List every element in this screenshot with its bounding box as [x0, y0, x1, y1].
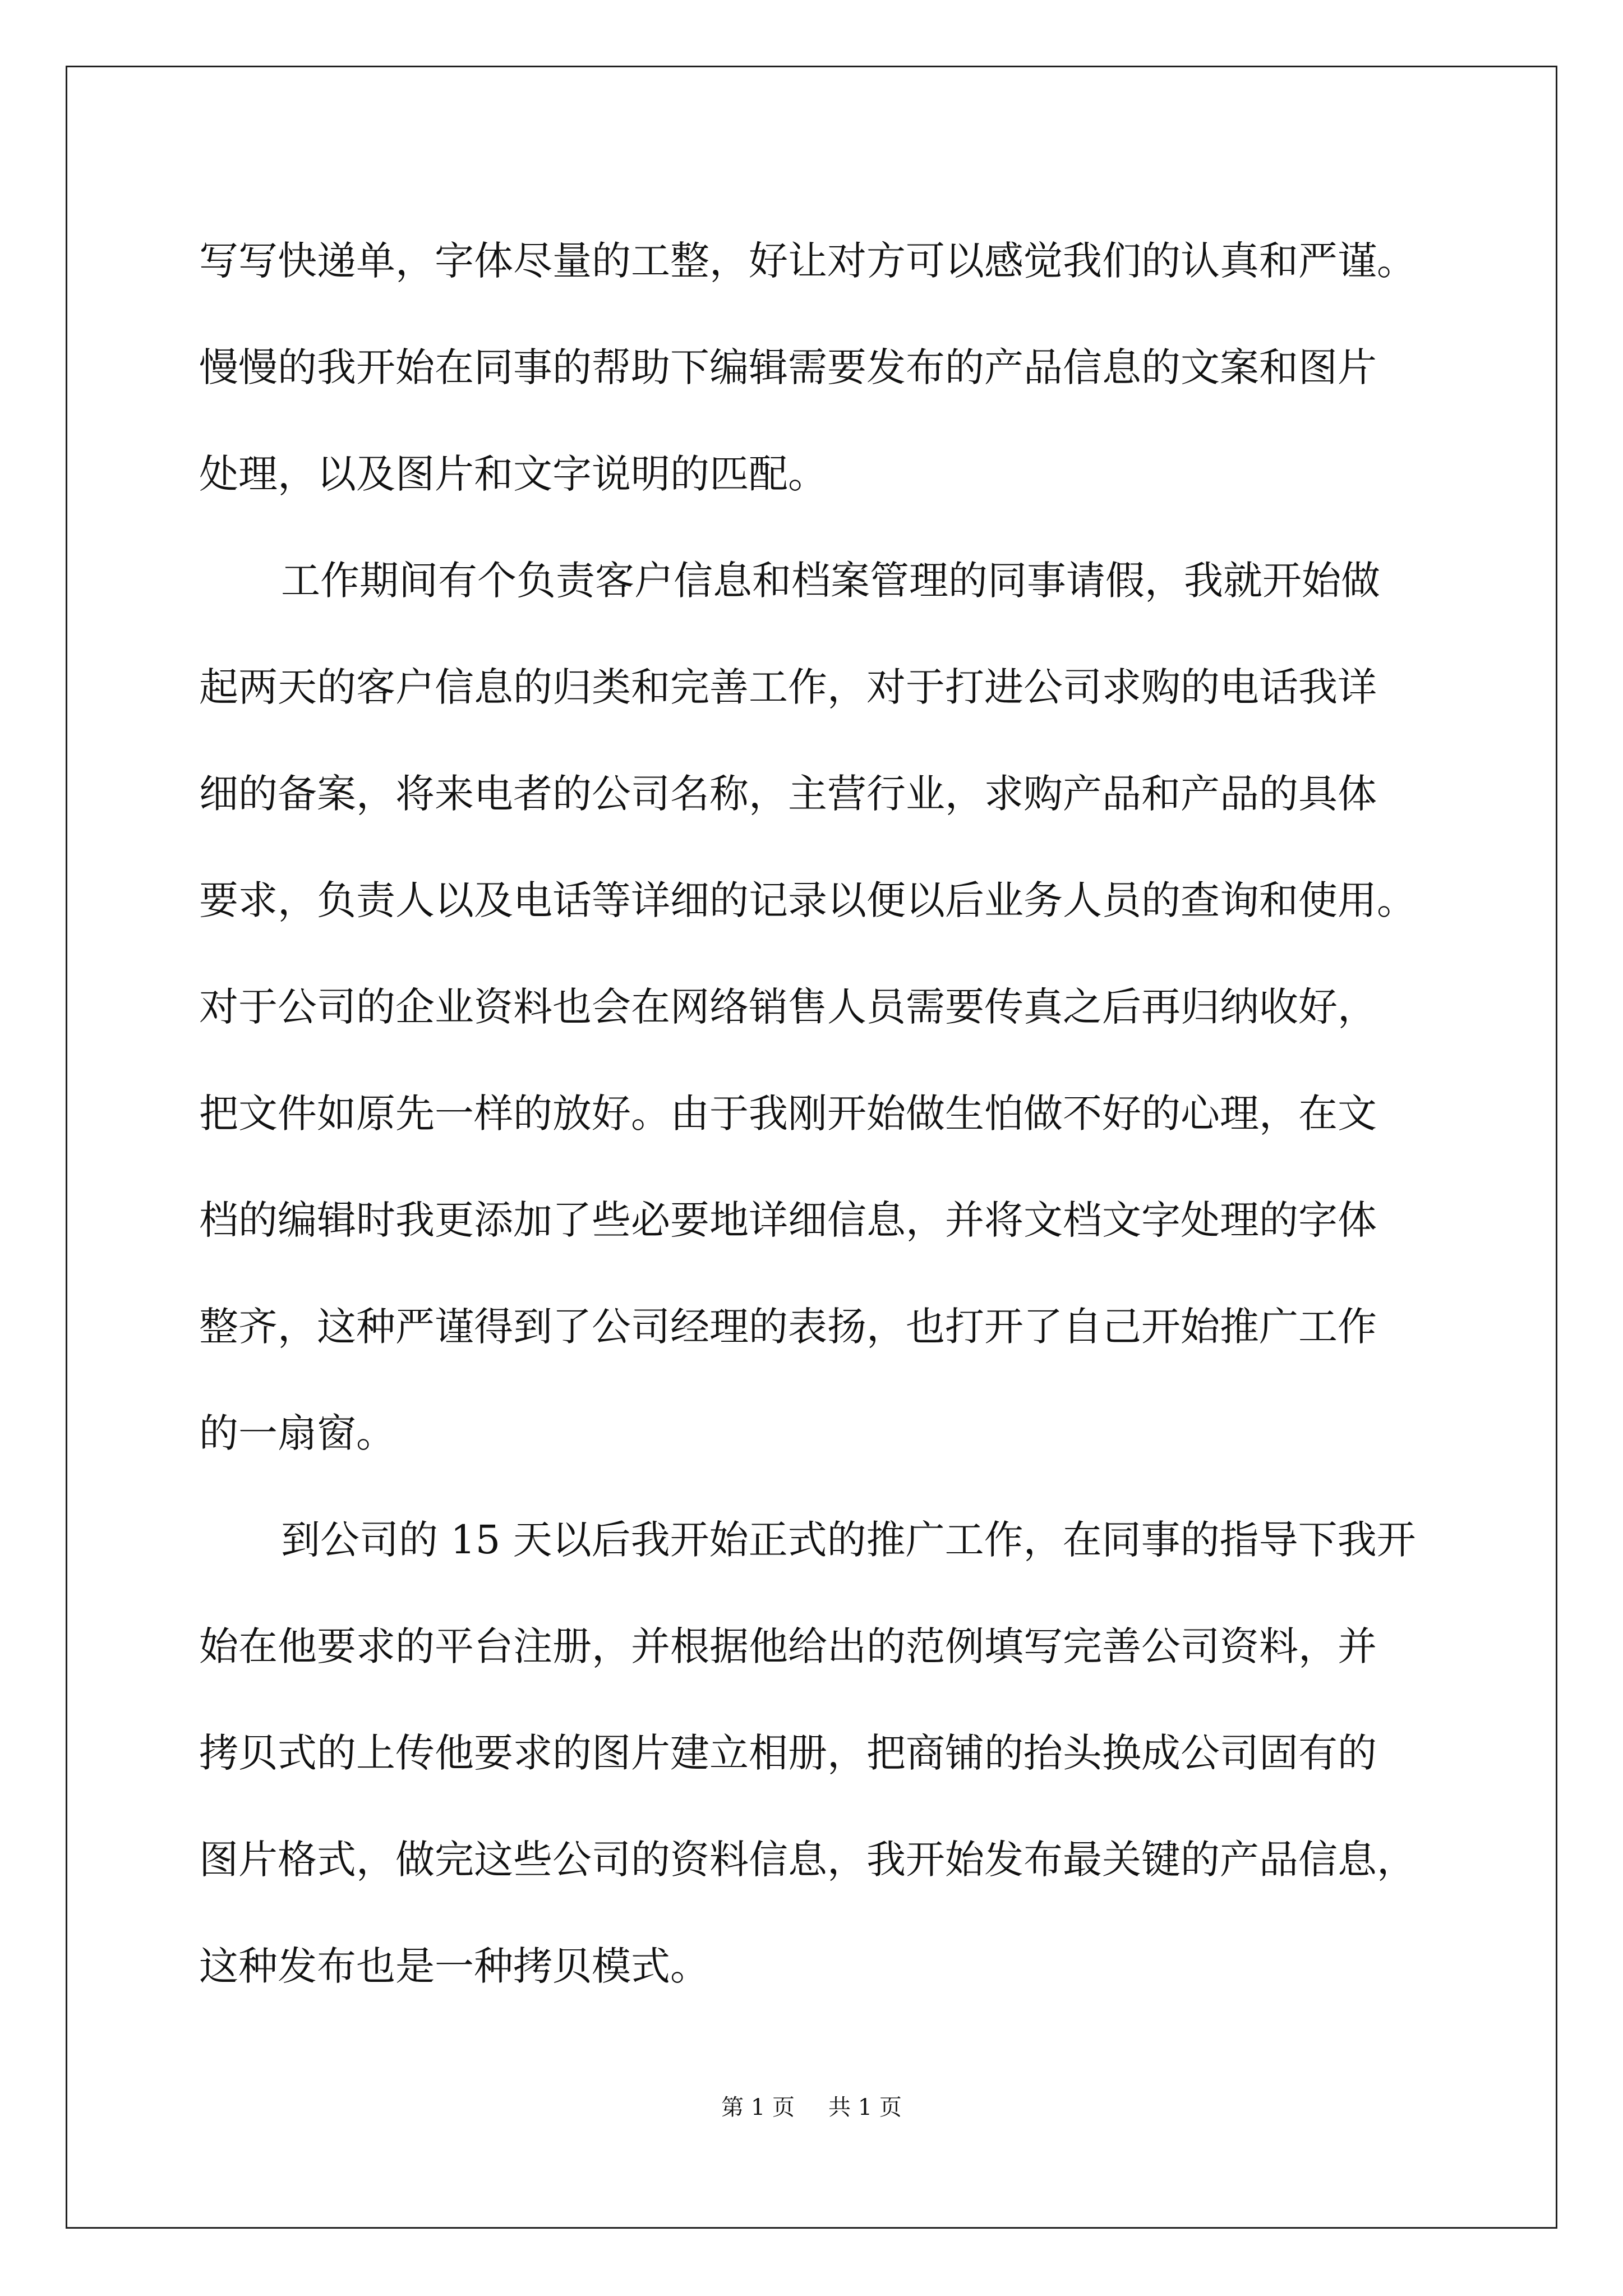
text-line-2: 慢慢的我开始在同事的帮助下编辑需要发布的产品信息的文案和图片 [199, 344, 1377, 390]
text-line-1: 写写快递单，字体尽量的工整，好让对方可以感觉我们的认真和严谨。 [199, 238, 1416, 284]
page-footer [0, 2090, 1623, 2122]
page-number-total: 共 1 页 [828, 2095, 902, 2120]
page-number-current: 第 1 页 [721, 2095, 795, 2120]
text-line-4: 工作期间有个负责客户信息和档案管理的同事请假，我就开始做 [281, 558, 1380, 604]
text-line-9: 把文件如原先一样的放好。由于我刚开始做生怕做不好的心理，在文 [199, 1091, 1377, 1137]
text-line-17: 这种发布也是一种拷贝模式。 [199, 1943, 709, 1989]
text-line-11: 整齐，这种严谨得到了公司经理的表扬，也打开了自己开始推广工作 [199, 1304, 1377, 1350]
text-line-6: 细的备案，将来电者的公司名称，主营行业，求购产品和产品的具体 [199, 771, 1377, 817]
text-line-12: 的一扇窗。 [199, 1410, 395, 1456]
text-line-13: 到公司的 15 天以后我开始正式的推广工作，在同事的指导下我开 [281, 1517, 1416, 1563]
text-line-10: 档的编辑时我更添加了些必要地详细信息，并将文档文字处理的字体 [199, 1197, 1377, 1243]
text-line-5: 起两天的客户信息的归类和完善工作，对于打进公司求购的电话我详 [199, 664, 1377, 710]
text-line-16: 图片格式，做完这些公司的资料信息，我开始发布最关键的产品信息， [199, 1837, 1416, 1883]
text-line-7: 要求，负责人以及电话等详细的记录以便以后业务人员的查询和使用。 [199, 877, 1416, 923]
text-line-8: 对于公司的企业资料也会在网络销售人员需要传真之后再归纳收好， [199, 984, 1377, 1030]
text-line-3: 处理，以及图片和文字说明的匹配。 [199, 451, 827, 497]
text-line-14: 始在他要求的平台注册，并根据他给出的范例填写完善公司资料，并 [199, 1623, 1377, 1669]
document-body [199, 208, 1427, 2019]
text-line-15: 拷贝式的上传他要求的图片建立相册，把商铺的抬头换成公司固有的 [199, 1730, 1377, 1776]
